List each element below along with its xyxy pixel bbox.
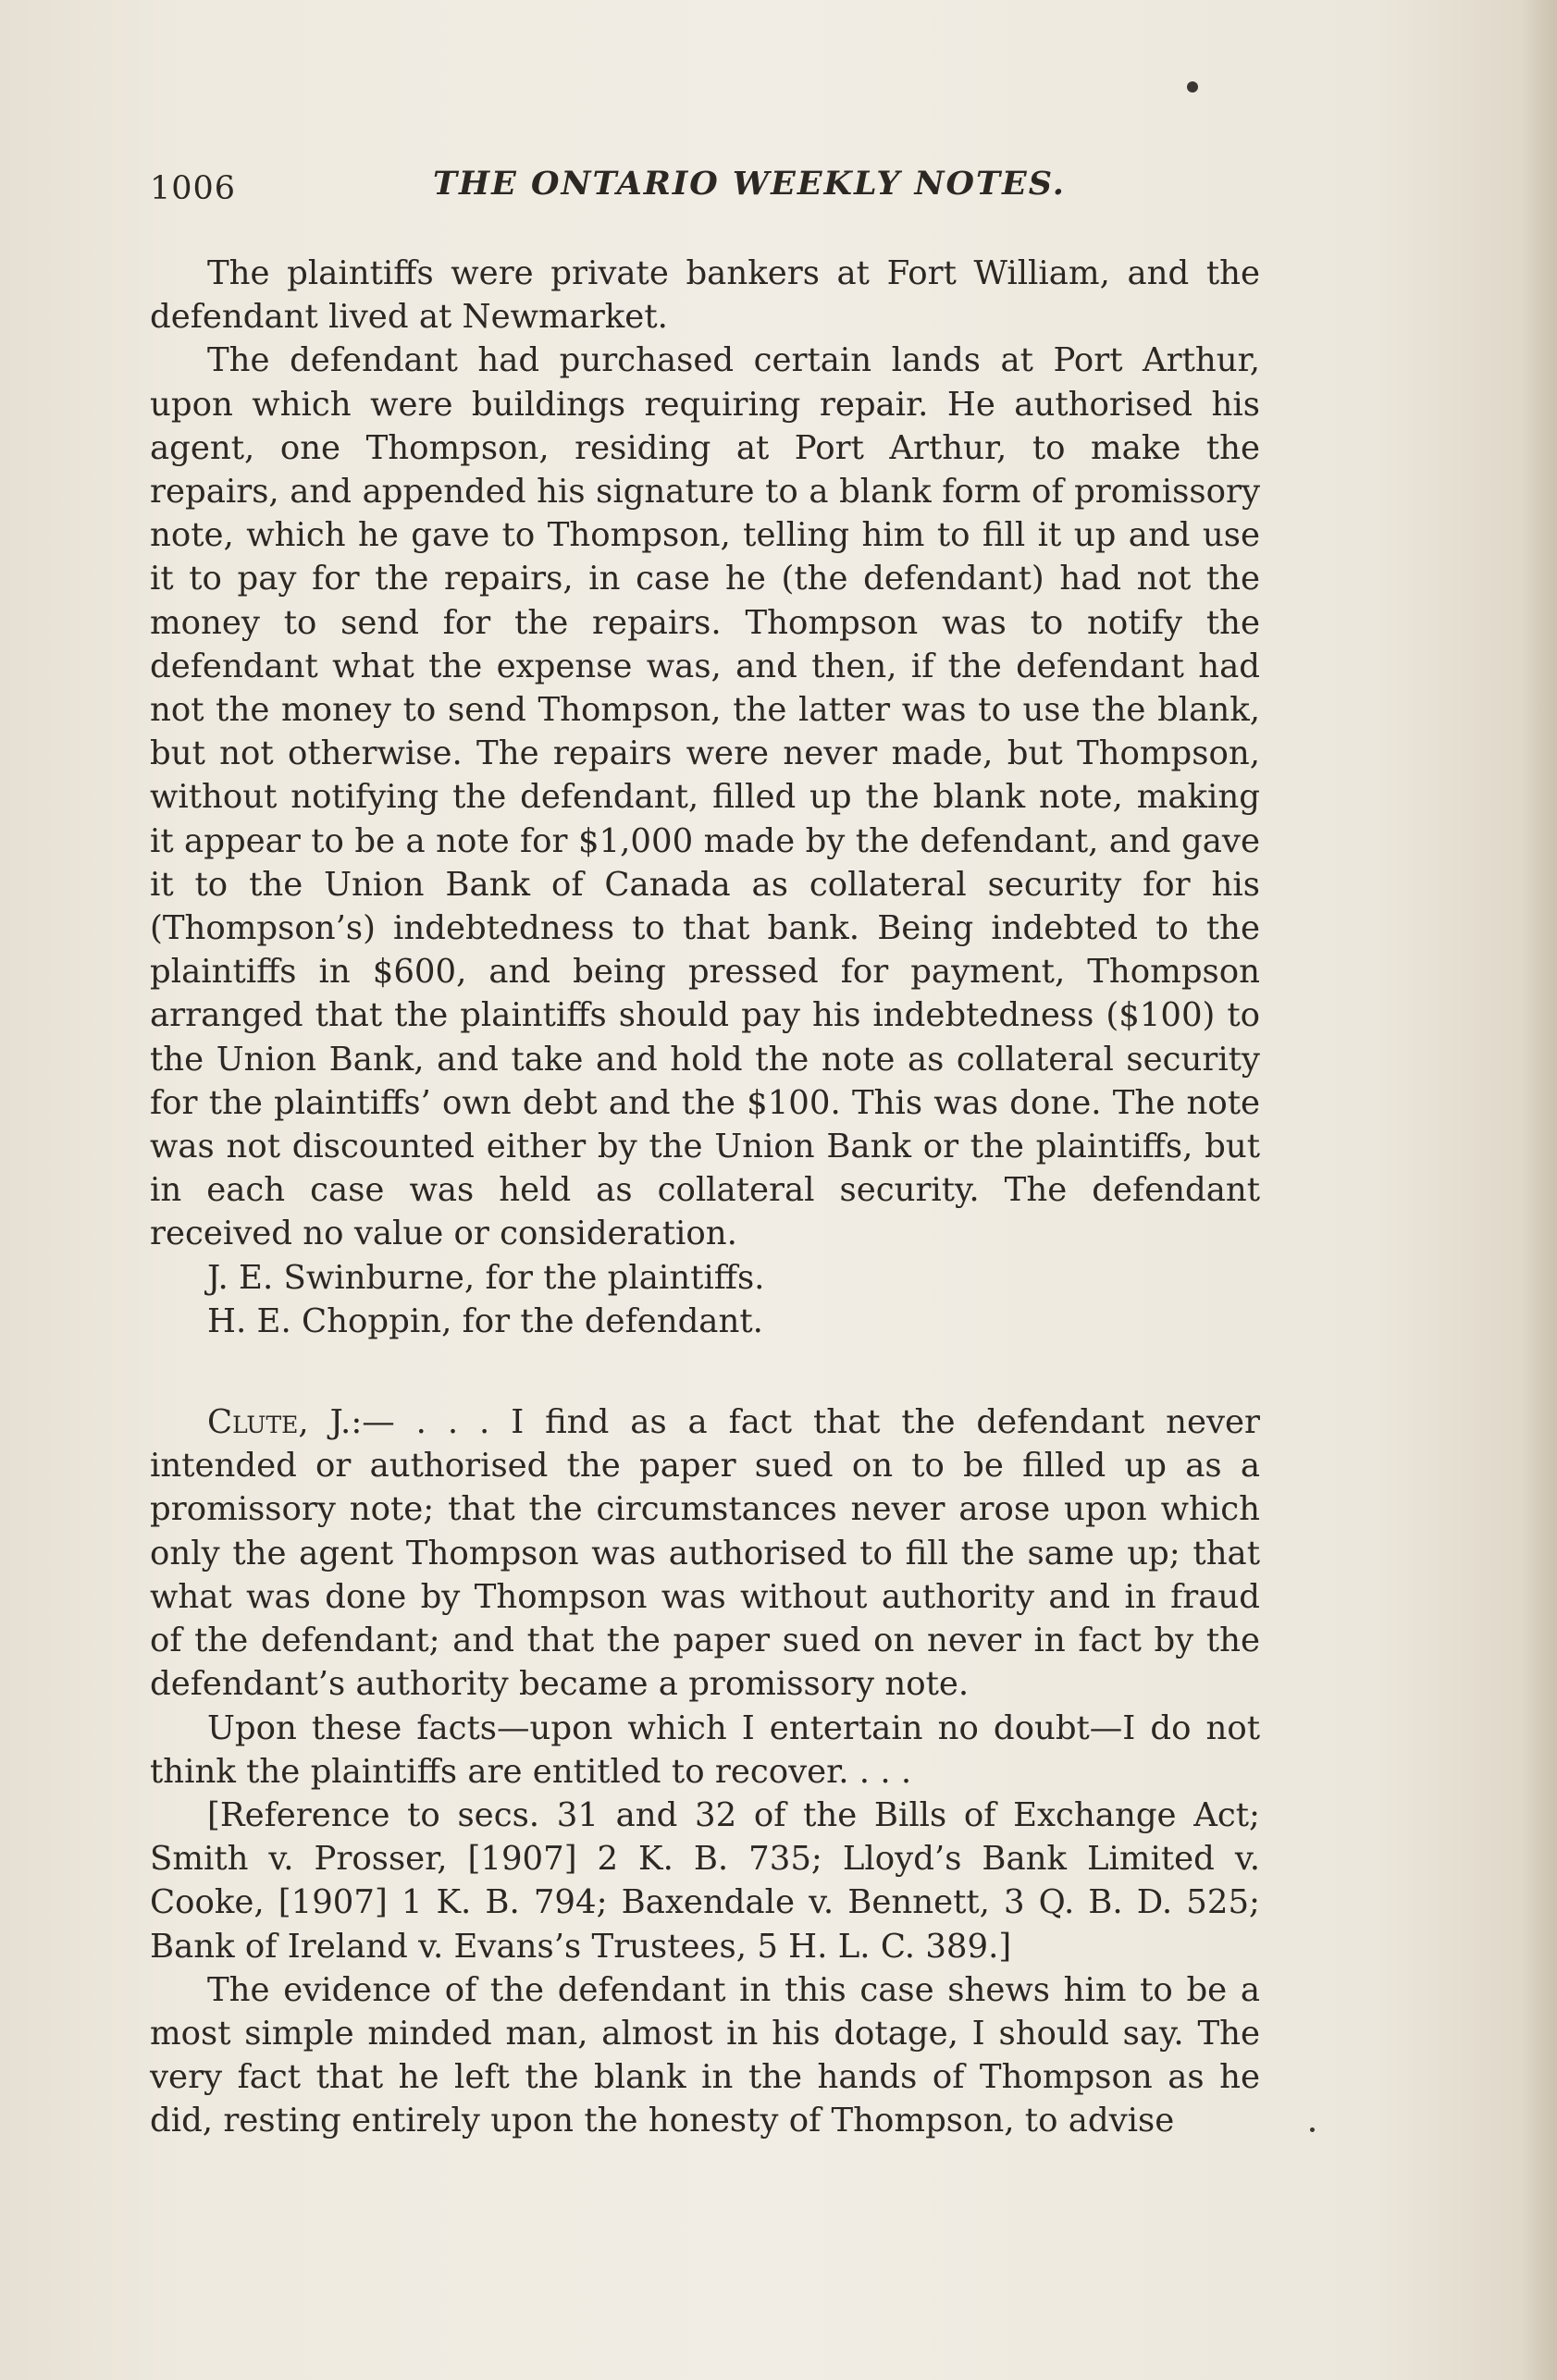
judgment-paragraph-evidence: The evidence of the defendant in this case shews him to be a most simple minded man, almost in his dotage, I should say. The very fact that he left the blank in the hands of Thompson as he did, resting entirely upon the honesty of Thompson, to advise	[150, 1970, 1260, 2140]
counsel-plaintiffs: J. E. Swinburne, for the plaintiffs.	[207, 1258, 765, 1297]
page-body	[150, 252, 1260, 2143]
judgment-paragraph-findings	[150, 1400, 1260, 1706]
running-title: THE ONTARIO WEEKLY NOTES.	[433, 165, 1066, 203]
page-edge-shadow	[1520, 0, 1557, 2380]
judgment-paragraph-references: [Reference to secs. 31 and 32 of the Bills of Exchange Act; Smith v. Prosser, [1907] 2 K. B. 735; Lloyd’s Bank Limited v. Cooke, [1907] 1 K. B. 794; Baxendale v. Bennett, 3 Q. B. D. 525; Bank of Ireland v. Evans’s Trustees, 5 H. L. C. 389.]	[150, 1795, 1260, 1966]
ink-speck	[1310, 2127, 1315, 2132]
judgment-paragraph-conclusion: Upon these facts—upon which I entertain no doubt—I do not think the plaintiffs are entitled to recover. . . .	[150, 1708, 1260, 1791]
counsel-defendant: H. E. Choppin, for the defendant.	[207, 1301, 763, 1340]
page-number: 1006	[150, 170, 237, 207]
running-header	[150, 165, 1260, 213]
ink-speck	[1187, 81, 1198, 92]
facts-paragraph-details: The defendant had purchased certain lands at Port Arthur, upon which were buildings requiring repair. He authorised his agent, one Thompson, residing at Port Arthur, to make the repairs, and appended his signature to a blank form of promissory note, which he gave to Thompson, telling him to fill it up and use it to pay for the repairs, in case he (the defendant) had not the money to send for the repairs. Thompson was to notify the defendant what the expense was, and then, if the defendant had not the money to send Thompson, the latter was to use the blank, but not otherwise. The repairs were never made, but Thompson, without notifying the defendant, filled up the blank note, making it appear to be a note for $1,000 made by the defendant, and gave it to the Union Bank of Canada as collateral security for his (Thompson’s) indebtedness to that bank. Being indebted to the plaintiffs in $600, and being pressed for payment, Thompson arranged that the plaintiffs should pay his indebtedness ($100) to the Union Bank, and take and hold the note as collateral security for the plaintiffs’ own debt and the $100. This was done. The note was not discounted either by the Union Bank or the plaintiffs, but in each case was held as collateral security. The defendant received no value or consideration.	[150, 341, 1260, 1253]
judge-name: Clute, J.:—	[207, 1403, 395, 1442]
facts-paragraph-parties: The plaintiffs were private bankers at Fort William, and the defendant lived at Newmarket.	[150, 254, 1260, 337]
findings-text: . . . I find as a fact that the defendant never intended or authorised the paper sued on to be filled up as a promissory note; that the circumstances never arose upon which only the agent Thompson was authorised to fill the same up; that what was done by Thompson was without authority and in fraud of the defendant; and that the paper sued on never in fact by the defendant’s authority became a promissory note.	[150, 1403, 1260, 1704]
